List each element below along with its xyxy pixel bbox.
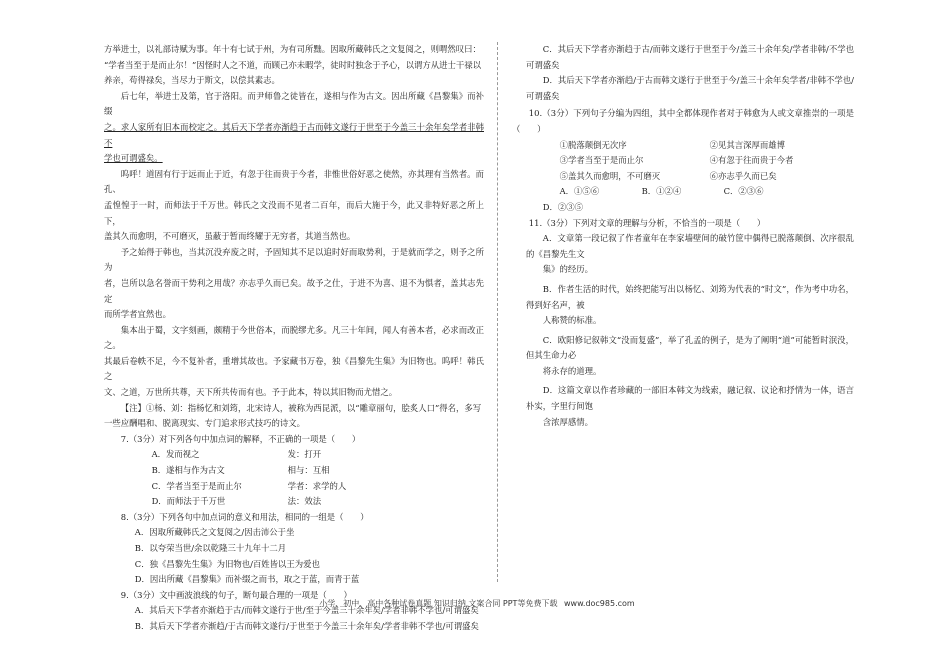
right-column [512, 42, 854, 430]
question-11-option-c[interactable]: C．欧阳修记叙韩文“没而复盛”，举了孔孟的例子，是为了阐明“道”可能暂时泯没，但其生命力必 将永存的道理。 [526, 334, 854, 376]
column-divider [497, 42, 498, 582]
question-9-option-c[interactable]: C．其后天下学者亦渐趋于古/而韩文遂行于世至于今/盖三十余年矣/学者非韩/不学也可谓盛矣 [526, 44, 854, 70]
question-11-option-b[interactable]: B．作者生活的时代，始终把能写出以杨忆、刘筠为代表的“时文”，作为考中功名，得到好名声，被 人称赞的标准。 [526, 283, 854, 326]
question-9 [104, 588, 484, 635]
question-9-option-a[interactable]: A．其后天下学者亦渐趋于古/而韩文遂行于世/至于今盖三十余年矣/学者非韩不学也/可谓盛矣 [134, 605, 479, 616]
question-8-option-c[interactable]: C．独《昌黎先生集》为旧物也/百姓皆以王为爱也 [134, 558, 320, 569]
annotation-note: 【注】①杨、刘：指杨忆和刘筠，北宋诗人，被称为西昆派，以“雕章丽句，脍炙人口”得名，多写 一些应酬唱和、脱离现实、专门追求形式技巧的诗文。 [104, 402, 482, 429]
question-10-choice-c[interactable]: C．②③⑥ [723, 186, 764, 197]
question-8-stem: 8.（3分）下列各句中加点词的意义和用法，相同的一组是（ ） [120, 511, 369, 522]
question-8-option-b[interactable]: B．以夸荣当世/余以乾隆三十九年十二月 [134, 543, 287, 553]
question-10-choices [512, 184, 854, 215]
question-10-choice-a[interactable]: A．①⑤⑥ [559, 186, 600, 197]
left-column [104, 42, 484, 635]
question-10 [512, 106, 854, 215]
question-7-option-c[interactable]: C．学者当至于是而止尔 学者：求学的人 [151, 480, 347, 491]
page-footer [0, 598, 950, 609]
question-11-option-d[interactable]: D．这篇文章以作者珍藏的一部旧本韩文为线索，融记叙、议论和抒情为一体，语言朴实，字里行间饱 含浓厚感情。 [526, 385, 854, 427]
question-7-stem: 7.（3分）对下列各句中加点词的解释，不正确的一项是（ ） [120, 433, 361, 444]
passage-para-2: 后七年，举进士及第，官于洛阳。而尹师鲁之徒皆在，遂相与作为古文。因出所藏《昌黎集》而补缀 之。求人家所有旧本而校定之。其后天下学者亦渐趋于古而韩文遂行于世至于今盖三十余年矣学者非韩不 学也可谓盛矣。 [104, 90, 484, 164]
question-7-option-d[interactable]: D．而师法于千万世 法：效法 [151, 496, 322, 507]
footer-text: 小学、初中、高中各种试卷真题 知识归纳 文案合同 PPT等免费下载 [319, 599, 558, 608]
passage-para-5: 集本出于蜀，文字刻画，颇精于今世俗本，而脱缪尤多。凡三十年间，闻人有善本者，必求而改正之。 其最后卷帙不足，今不复补者，重增其故也。予家藏书万卷，独《昌黎先生集》为旧物也。呜呼！韩氏之 文、之道，万世所共尊，天下所共传而有也。予于此本，特以其旧物而尤惜之。 [104, 324, 484, 398]
question-10-stem: 10.（3分）下列句子分编为四组，其中全都体现作者对于韩愈为人或文章推崇的一项是（ ） [512, 108, 854, 134]
question-11-stem: 11.（3分）下列对文章的理解与分析，不恰当的一项是（ ） [528, 217, 766, 228]
question-11 [512, 216, 854, 431]
question-9-option-b[interactable]: B．其后天下学者亦渐趋/于古而韩文遂行/于世至于今盖三十余年矣/学者非韩不学也/可谓盛矣 [134, 620, 479, 631]
question-7-option-b[interactable]: B．遂相与作为古文 相与：互相 [151, 465, 330, 476]
question-8 [104, 510, 484, 588]
question-9-option-d[interactable]: D．其后天下学者亦渐趋/于古而韩文遂行于世至于今/盖三十余年矣学者/非韩不学也/可谓盛矣 [526, 75, 854, 101]
question-7 [104, 432, 484, 510]
question-10-choice-b[interactable]: B．①②④ [641, 186, 682, 197]
question-10-items-row-1: ①脱落颠倒无次序 ②见其言深厚而雄博 [559, 139, 785, 150]
question-9-stem: 9.（3分）文中画波浪线的句子，断句最合理的一项是（ ） [120, 589, 352, 600]
footer-site-link[interactable]: www.doc985.com [564, 599, 635, 608]
question-11-option-a[interactable]: A．文章第一段记叙了作者童年在李家墙壁间的破竹筐中偶得已脱落颠倒、次序很乱的《昌黎先生文 集》的经历。 [526, 233, 854, 275]
question-10-items-row-2: ③学者当至于是而止尔 ④有忽于往而贵于今者 [559, 155, 794, 166]
question-10-choice-d[interactable]: D．②③⑤ [542, 201, 584, 212]
question-8-option-d[interactable]: D．因出所藏《昌黎集》而补缀之而书，取之于蓝，而青于蓝 [134, 574, 360, 585]
question-10-items-row-3: ⑤盖其久而愈明，不可磨灭 ⑥亦志乎久而已矣 [559, 170, 777, 181]
passage-para-3: 呜呼！道固有行于远而止于近，有忽于往而贵于今者，非惟世俗好恶之使然，亦其理有当然者。而孔、 孟惶惶于一时，而师法于千万世。韩氏之文没而不见者二百年，而后大施于今，此又非特好恶之所上下， 盖其久而愈明，不可磨灭，虽蔽于暂而终耀于无穷者，其道当然也。 [104, 168, 484, 242]
question-8-option-a[interactable]: A．因取所藏韩氏之文复阅之/因击沛公于坐 [134, 527, 295, 538]
passage-para-1: 方举进士，以礼部诗赋为事。年十有七试于州，为有司所黜。因取所藏韩氏之文复阅之，则喟然叹曰： “学者当至于是而止尔！”因怪时人之不道，而顾己亦未暇学，徒时时独念于予心，以谓方从进士干禄以 养亲，苟得禄矣，当尽力于斯文，以偿其素志。 [104, 44, 482, 86]
question-7-option-a[interactable]: A．发而视之 发：打开 [151, 449, 322, 460]
passage-para-4: 予之始得于韩也，当其沉没弃废之时，予固知其不足以追时好而取势利，于是就而学之，则予之所为 者，岂所以急名誉而干势利之用哉？亦志乎久而已矣。故予之仕，于进不为喜、退不为惧者，盖其志先定 而所学者宜然也。 [104, 246, 484, 320]
